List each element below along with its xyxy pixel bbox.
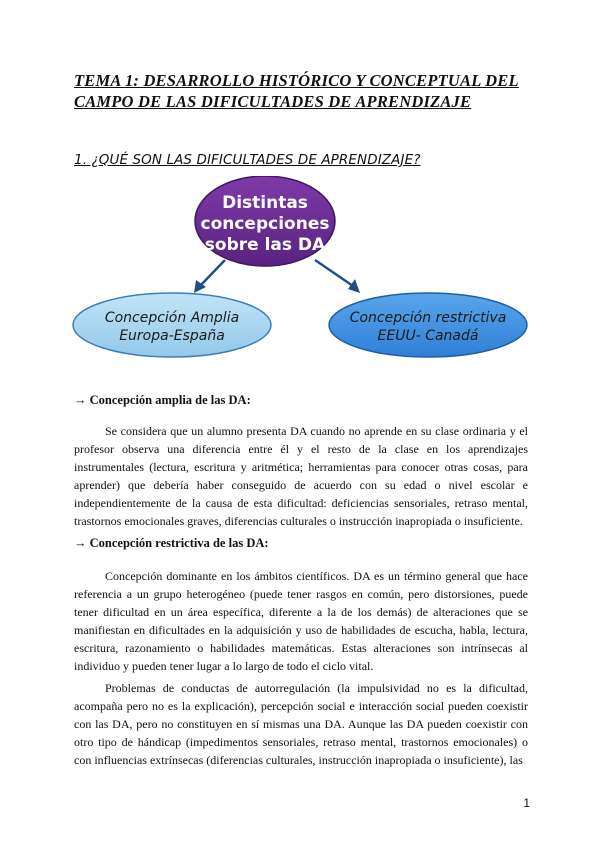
- arrow-right: [315, 260, 353, 286]
- arrow-right-head: [348, 279, 360, 293]
- subheading-amplia: → Concepción amplia de las DA:: [74, 393, 251, 407]
- title-line-1: TEMA 1: DESARROLLO HISTÓRICO Y CONCEPTUAL DEL: [74, 71, 519, 90]
- right-node-line-2: EEUU- Canadá: [377, 328, 479, 344]
- top-node-line-3: sobre las DA: [204, 235, 326, 255]
- left-node-line-1: Concepción Amplia: [104, 310, 240, 326]
- paragraph-amplia: Se considera que un alumno presenta DA cuando no aprende en su clase ordinaria y el profesor observa una diferencia entre él y el resto de la clase en los aprendizajes instrumentales (lectura, escritura y aritmética; herramientas para conocer otras cosas, para aprender) que debería haber conseguido de acuerdo con su edad o nivel escolar e independientemente de la causa de esta dificultad: deficiencias sensoriales, retraso mental, trastornos emocionales graves, diferencias culturales o instrucción inapropiada o insuficiente.: [74, 424, 528, 528]
- top-node-line-1: Distintas: [222, 193, 308, 213]
- left-node-line-2: Europa-España: [119, 328, 225, 344]
- concepts-diagram: [70, 176, 540, 376]
- title-line-2: CAMPO DE LAS DIFICULTADES DE APRENDIZAJE: [74, 92, 472, 111]
- right-node-line-1: Concepción restrictiva: [349, 310, 507, 326]
- section-heading: 1. ¿QUÉ SON LAS DIFICULTADES DE APRENDIZAJE?: [74, 152, 421, 168]
- top-node-line-2: concepciones: [200, 214, 330, 234]
- paragraph-restrictiva-2: Problemas de conductas de autorregulación (la impulsividad no es la dificultad, acompaña pero no es la explicación), percepción social e interacción social pueden coexistir con las DA, pero no constituyen en sí mismas una DA. Aunque las DA pueden coexistir con otro tipo de hándicap (impedimentos sensoriales, retraso mental, trastornos emocionales) o con influencias extrínsecas (diferencias culturales, instrucción inapropiada o insuficiente), las: [74, 681, 528, 767]
- subheading-restrictiva: → Concepción restrictiva de las DA:: [74, 536, 269, 550]
- page-number: 1: [523, 796, 530, 810]
- arrow-left: [200, 260, 225, 286]
- document-title: [74, 70, 529, 112]
- paragraph-restrictiva-1: Concepción dominante en los ámbitos científicos. DA es un término general que hace referencia a un grupo heterogéneo (puede tener rasgos en común, pero distorsiones, puede tener dificultad en un área específica, diferente a la de los demás) de alteraciones que se manifiestan en dificultades en la adquisición y uso de habilidades de escucha, habla, lectura, escritura, razonamiento o habilidades matemáticas. Estas alteraciones son intrínsecas al individuo y pueden tener lugar a lo largo de todo el ciclo vital.: [74, 569, 528, 673]
